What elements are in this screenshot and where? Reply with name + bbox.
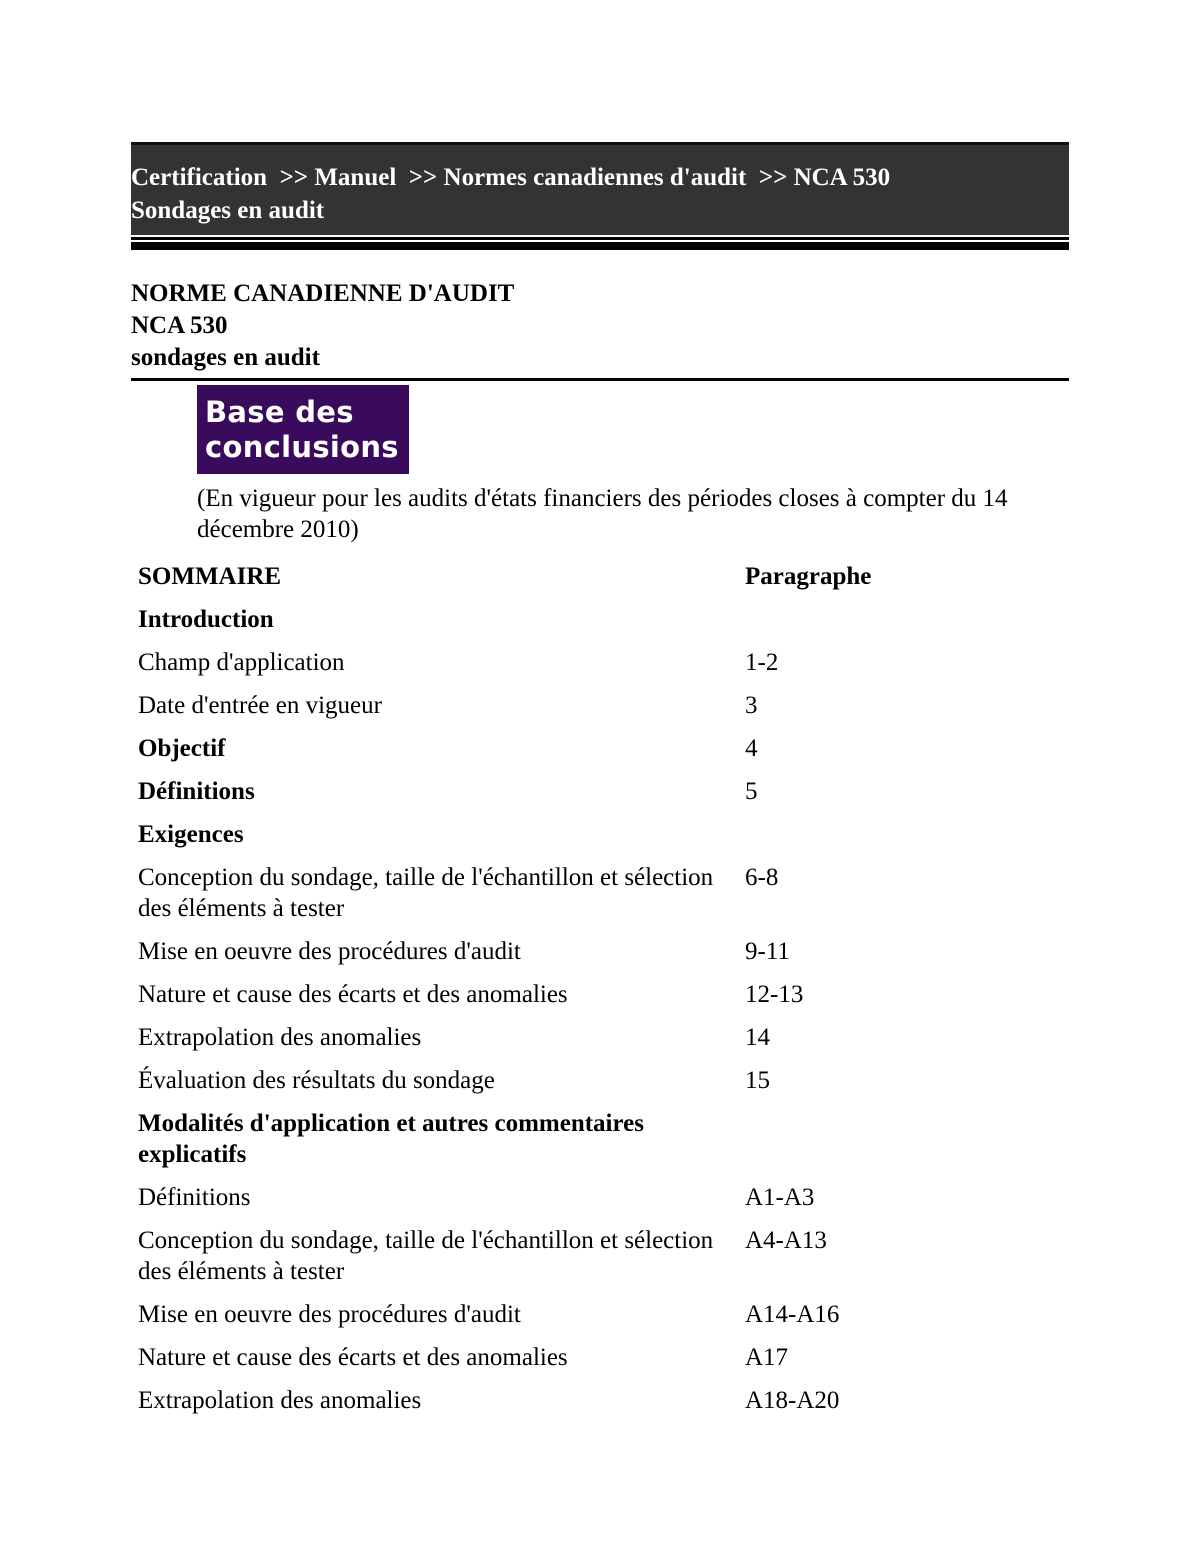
toc-entry-label[interactable]: Modalités d'application et autres commentaires explicatifs <box>138 1110 644 1168</box>
breadcrumb-separator: >> <box>408 164 438 191</box>
toc-entry-label[interactable]: Conception du sondage, taille de l'échantillon et sélection des éléments à tester <box>138 864 714 922</box>
toc-entry-label[interactable]: Introduction <box>138 606 274 633</box>
toc-entry-paragraph <box>745 598 1069 641</box>
table-row[interactable] <box>131 1102 1069 1176</box>
breadcrumb-item-manuel[interactable]: Manuel <box>314 164 397 191</box>
toc-entry-label[interactable]: Évaluation des résultats du sondage <box>138 1067 495 1094</box>
page-title <box>131 278 1069 374</box>
toc-entry-paragraph: A17 <box>745 1344 789 1371</box>
table-row[interactable] <box>131 770 1069 813</box>
table-row[interactable] <box>131 1379 1069 1422</box>
toc-entry-paragraph: A14-A16 <box>745 1301 840 1328</box>
toc-header-title: SOMMAIRE <box>138 563 282 590</box>
table-row[interactable] <box>131 1293 1069 1336</box>
breadcrumb-separator: >> <box>758 164 788 191</box>
divider <box>131 378 1069 381</box>
toc-entry-paragraph: 4 <box>745 735 758 762</box>
base-des-conclusions-logo[interactable] <box>197 385 409 474</box>
table-row[interactable] <box>131 1059 1069 1102</box>
toc-header-row <box>131 555 1069 598</box>
toc-entry-label[interactable]: Exigences <box>138 821 244 848</box>
table-row[interactable] <box>131 1336 1069 1379</box>
toc-entry-label[interactable]: Mise en oeuvre des procédures d'audit <box>138 1301 521 1328</box>
toc-entry-paragraph: A18-A20 <box>745 1387 840 1414</box>
toc-entry-paragraph: 9-11 <box>745 938 790 965</box>
toc-entry-label[interactable]: Extrapolation des anomalies <box>138 1024 422 1051</box>
table-row[interactable] <box>131 727 1069 770</box>
toc-entry-paragraph: A4-A13 <box>745 1227 827 1254</box>
breadcrumb <box>131 142 1069 235</box>
table-row[interactable] <box>131 684 1069 727</box>
table-row[interactable] <box>131 598 1069 641</box>
toc-entry-label[interactable]: Définitions <box>138 1184 251 1211</box>
breadcrumb-separator: >> <box>279 164 309 191</box>
toc-entry-paragraph <box>745 813 1069 856</box>
table-row[interactable] <box>131 973 1069 1016</box>
logo-line-1: Base des <box>205 395 354 429</box>
toc-entry-paragraph <box>745 1102 1069 1176</box>
toc-entry-label[interactable]: Nature et cause des écarts et des anomalies <box>138 1344 568 1371</box>
table-of-contents <box>131 555 1069 1422</box>
standard-number: NCA 530 <box>131 312 228 339</box>
effective-date-note: (En vigueur pour les audits d'états financiers des périodes closes à compter du 14 décembre 2010) <box>197 485 1008 543</box>
divider <box>131 242 1069 250</box>
table-row[interactable] <box>131 641 1069 684</box>
document-page <box>131 142 1069 1422</box>
table-row[interactable] <box>131 930 1069 973</box>
breadcrumb-item-certification[interactable]: Certification <box>131 164 268 191</box>
toc-entry-label[interactable]: Conception du sondage, taille de l'échantillon et sélection des éléments à tester <box>138 1227 714 1285</box>
table-row[interactable] <box>131 1016 1069 1059</box>
toc-entry-label[interactable]: Objectif <box>138 735 226 762</box>
standard-title: sondages en audit <box>131 344 320 371</box>
toc-entry-label[interactable]: Définitions <box>138 778 255 805</box>
toc-header-paragraph: Paragraphe <box>745 563 872 590</box>
toc-entry-label[interactable]: Nature et cause des écarts et des anomalies <box>138 981 568 1008</box>
toc-entry-label[interactable]: Extrapolation des anomalies <box>138 1387 422 1414</box>
breadcrumb-item-nca-530[interactable]: NCA 530 <box>793 164 891 191</box>
toc-entry-paragraph: 5 <box>745 778 758 805</box>
logo-line-2: conclusions <box>205 430 399 464</box>
toc-entry-paragraph: 6-8 <box>745 864 779 891</box>
breadcrumb-trail <box>131 161 1069 194</box>
standard-type: NORME CANADIENNE D'AUDIT <box>131 280 515 307</box>
table-row[interactable] <box>131 813 1069 856</box>
toc-entry-paragraph: 1-2 <box>745 649 779 676</box>
toc-entry-label[interactable]: Champ d'application <box>138 649 345 676</box>
breadcrumb-current-title: Sondages en audit <box>131 197 325 224</box>
toc-entry-label[interactable]: Date d'entrée en vigueur <box>138 692 382 719</box>
toc-entry-paragraph: 14 <box>745 1024 770 1051</box>
toc-entry-paragraph: 3 <box>745 692 758 719</box>
table-row[interactable] <box>131 1219 1069 1293</box>
toc-entry-paragraph: 12-13 <box>745 981 804 1008</box>
toc-entry-label[interactable]: Mise en oeuvre des procédures d'audit <box>138 938 521 965</box>
table-row[interactable] <box>131 856 1069 930</box>
table-row[interactable] <box>131 1176 1069 1219</box>
toc-entry-paragraph: A1-A3 <box>745 1184 815 1211</box>
breadcrumb-item-normes[interactable]: Normes canadiennes d'audit <box>443 164 747 191</box>
toc-entry-paragraph: 15 <box>745 1067 770 1094</box>
